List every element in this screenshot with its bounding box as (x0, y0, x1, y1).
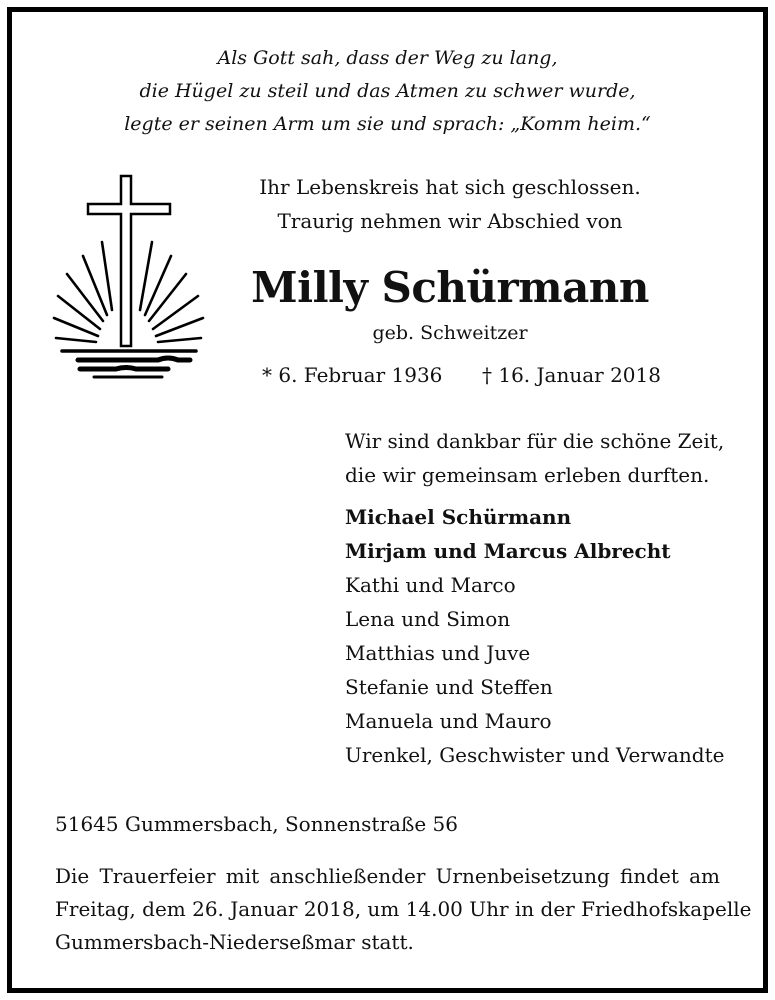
deceased-name: Milly Schürmann (251, 263, 649, 312)
death-date: † 16. Januar 2018 (482, 363, 661, 387)
poem-line: die Hügel zu steil und das Atmen zu schwer wurde, (139, 80, 636, 102)
mourner: Matthias und Juve (345, 641, 531, 665)
memorial-poem (0, 42, 775, 141)
cross-with-rising-sun-icon (50, 170, 210, 385)
funeral-line: Gummersbach-Niederseßmar statt. (55, 930, 414, 954)
poem-line: Als Gott sah, dass der Weg zu lang, (217, 47, 558, 69)
mourner: Kathi und Marco (345, 573, 516, 597)
poem-line: legte er seinen Arm um sie und sprach: „Komm heim.“ (124, 113, 651, 135)
mourners-list (345, 500, 755, 772)
funeral-info (55, 860, 752, 959)
thanks-line: die wir gemeinsam erleben durften. (345, 463, 710, 487)
thanks-text (345, 424, 745, 492)
funeral-line: Freitag, dem 26. Januar 2018, um 14.00 Uhr in der Friedhofskapelle (55, 897, 752, 921)
intro-line: Ihr Lebenskreis hat sich geschlossen. (259, 175, 641, 199)
mourner: Manuela und Mauro (345, 709, 552, 733)
thanks-line: Wir sind dankbar für die schöne Zeit, (345, 429, 725, 453)
mourner-primary: Mirjam und Marcus Albrecht (345, 539, 671, 563)
intro-text (240, 170, 660, 238)
funeral-line: Die Trauerfeier mit anschließender Urnenbeisetzung findet am (55, 864, 720, 888)
birth-date: * 6. Februar 1936 (262, 363, 443, 387)
mourner: Stefanie und Steffen (345, 675, 553, 699)
intro-line: Traurig nehmen wir Abschied von (277, 209, 623, 233)
mourner-primary: Michael Schürmann (345, 505, 572, 529)
family-address: 51645 Gummersbach, Sonnenstraße 56 (55, 812, 458, 836)
maiden-name: geb. Schweitzer (372, 322, 528, 344)
mourner: Urenkel, Geschwister und Verwandte (345, 743, 725, 767)
mourner: Lena und Simon (345, 607, 511, 631)
